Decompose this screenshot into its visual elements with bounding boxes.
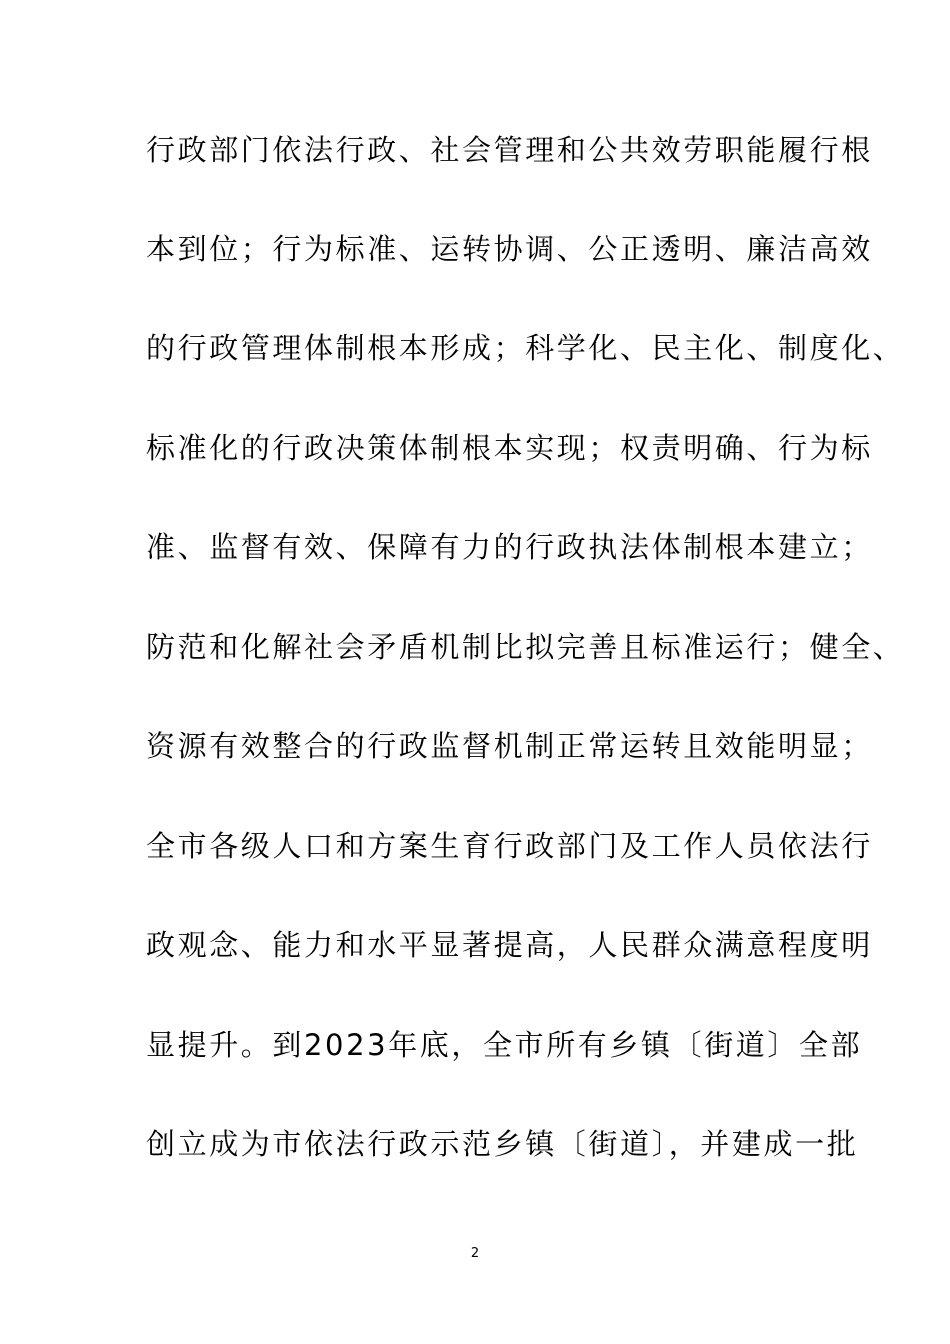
body-text-line: 政观念、能力和水平显著提高，人民群众满意程度明 [146, 928, 873, 962]
body-text-line: 标准化的行政决策体制根本实现；权责明确、行为标 [146, 431, 873, 465]
body-text-line: 的行政管理体制根本形成；科学化、民主化、制度化、 [146, 331, 905, 365]
body-text-line: 准、监督有效、保障有力的行政执法体制根本建立； [146, 530, 873, 564]
page-number: 2 [470, 1246, 480, 1261]
body-text-line: 显提升。到2023年底，全市所有乡镇〔街道〕全部 [146, 1028, 863, 1062]
body-text-line: 创立成为市依法行政示范乡镇〔街道〕，并建成一批 [146, 1127, 859, 1161]
body-text-line: 全市各级人口和方案生育行政部门及工作人员依法行 [146, 829, 873, 863]
body-text-line: 防范和化解社会矛盾机制比拟完善且标准运行；健全、 [146, 630, 905, 664]
body-text-line: 行政部门依法行政、社会管理和公共效劳职能履行根 [146, 133, 873, 167]
body-text-line: 本到位；行为标准、运转协调、公正透明、廉洁高效 [146, 232, 873, 266]
body-text-line: 资源有效整合的行政监督机制正常运转且效能明显； [146, 729, 873, 763]
